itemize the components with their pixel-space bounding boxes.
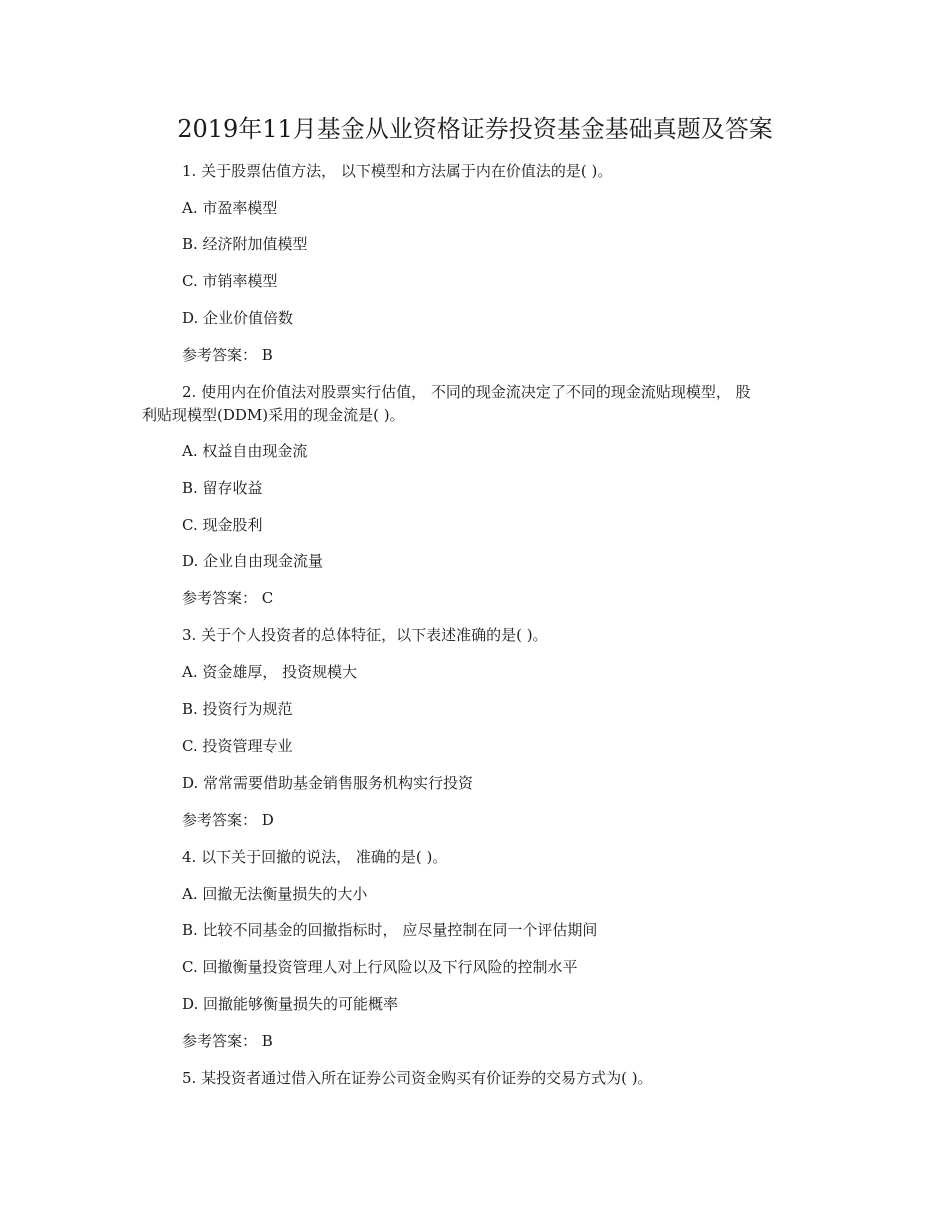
question-1-option-b: B. 经济附加值模型 [182,235,308,253]
question-3-option-b: B. 投资行为规范 [182,700,293,718]
question-3-option-c: C. 投资管理专业 [182,737,293,755]
question-1-option-c: C. 市销率模型 [182,272,278,290]
question-4-option-d: D. 回撤能够衡量损失的可能概率 [182,995,399,1013]
question-2-option-b: B. 留存收益 [182,479,263,497]
question-4-option-a: A. 回撤无法衡量损失的大小 [182,885,368,903]
question-1-stem: 1. 关于股票估值方法， 以下模型和方法属于内在价值法的是( )。 [182,162,613,180]
question-3-stem: 3. 关于个人投资者的总体特征，以下表述准确的是( )。 [182,626,548,644]
question-1-option-a: A. 市盈率模型 [182,199,278,217]
question-4-option-b: B. 比较不同基金的回撤指标时， 应尽量控制在同一个评估期间 [182,921,598,939]
question-2-stem-line2: 利贴现模型(DDM)采用的现金流是( )。 [142,406,405,424]
question-4-stem: 4. 以下关于回撤的说法， 准确的是( )。 [182,848,448,866]
question-1-answer: 参考答案： B [182,346,273,364]
question-4-option-c: C. 回撤衡量投资管理人对上行风险以及下行风险的控制水平 [182,958,578,976]
question-2-option-d: D. 企业自由现金流量 [182,552,324,570]
page-title: 2019年11月基金从业资格证券投资基金基础真题及答案 [177,115,773,143]
question-3-answer: 参考答案： D [182,811,274,829]
question-5-stem: 5. 某投资者通过借入所在证券公司资金购买有价证券的交易方式为( )。 [182,1069,653,1087]
question-2-option-a: A. 权益自由现金流 [182,442,308,460]
question-3-option-d: D. 常常需要借助基金销售服务机构实行投资 [182,774,474,792]
question-2-option-c: C. 现金股利 [182,516,263,534]
question-2-stem-line1: 2. 使用内在价值法对股票实行估值， 不同的现金流决定了不同的现金流贴现模型， 股 [182,383,751,401]
question-4-answer: 参考答案： B [182,1032,273,1050]
question-2-answer: 参考答案： C [182,589,274,607]
question-1-option-d: D. 企业价值倍数 [182,309,294,327]
question-3-option-a: A. 资金雄厚， 投资规模大 [182,663,358,681]
